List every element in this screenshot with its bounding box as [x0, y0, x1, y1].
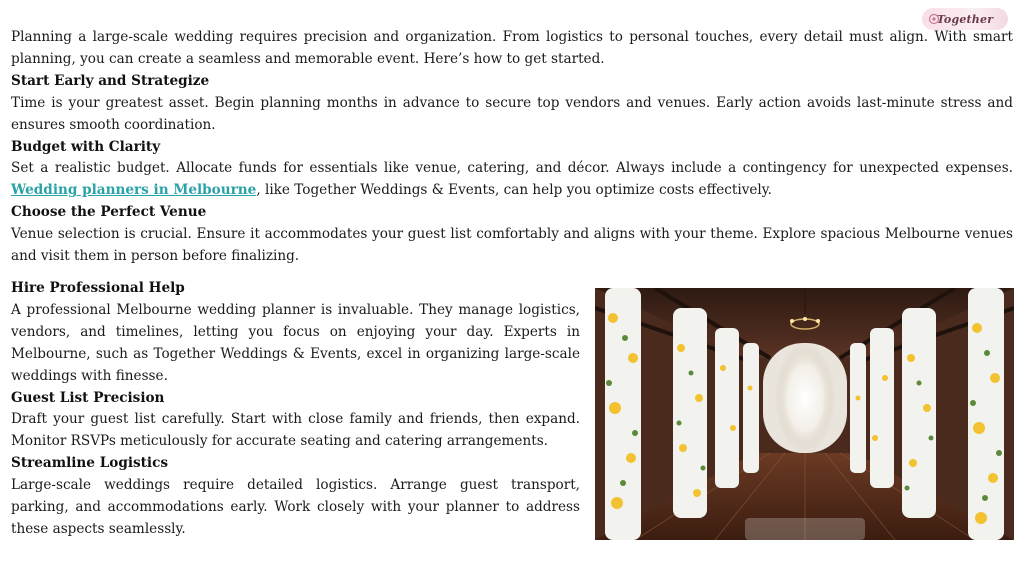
section-heading: Guest List Precision — [11, 389, 165, 406]
article-top — [11, 27, 1013, 268]
section-body: Draft your guest list carefully. Start with close family and friends, then expand. Monitor RSVPs meticulously for accurate seating and catering arrangements. — [11, 411, 580, 450]
logo-text: Together — [936, 12, 994, 26]
section-heading: Start Early and Strategize — [11, 72, 210, 89]
section-heading: Choose the Perfect Venue — [11, 204, 207, 221]
venue-photo — [595, 288, 1014, 540]
body-text: Set a realistic budget. Allocate funds for essentials like venue, catering, and décor. Always include a contingency for unexpected expenses. — [11, 160, 1013, 177]
flower-icon — [928, 13, 940, 25]
section-body: A professional Melbourne wedding planner is invaluable. They manage logistics, vendors, and timelines, letting you focus on enjoying your day. Experts in Melbourne, such as Together Weddings & Events, excel in organizing large-scale weddings with finesse. — [11, 301, 580, 384]
wedding-planners-link[interactable]: Wedding planners in Melbourne — [11, 182, 257, 199]
section-body: Time is your greatest asset. Begin planning months in advance to secure top vendors and venues. Early action avoids last-minute stress and ensures smooth coordination. — [11, 94, 1013, 133]
venue-illustration — [595, 288, 1014, 540]
section-heading: Hire Professional Help — [11, 280, 185, 296]
section-body — [11, 158, 1013, 202]
section-heading: Streamline Logistics — [11, 455, 169, 472]
article-bottom-left — [11, 278, 580, 541]
section-body: Venue selection is crucial. Ensure it accommodates your guest list comfortably and aligns with your theme. Explore spacious Melbourne venues and visit them in person before finalizing. — [11, 226, 1013, 265]
intro-paragraph: Planning a large-scale wedding requires precision and organization. From logistics to personal touches, every detail must align. With smart planning, you can create a seamless and memorable event. Here’s how to get started. — [11, 29, 1013, 67]
section-heading: Budget with Clarity — [11, 138, 161, 155]
section-body: Large-scale weddings require detailed logistics. Arrange guest transport, parking, and accommodations early. Work closely with your planner to address these aspects seamlessly. — [11, 477, 580, 537]
body-text: , like Together Weddings & Events, can help you optimize costs effectively. — [256, 182, 772, 199]
